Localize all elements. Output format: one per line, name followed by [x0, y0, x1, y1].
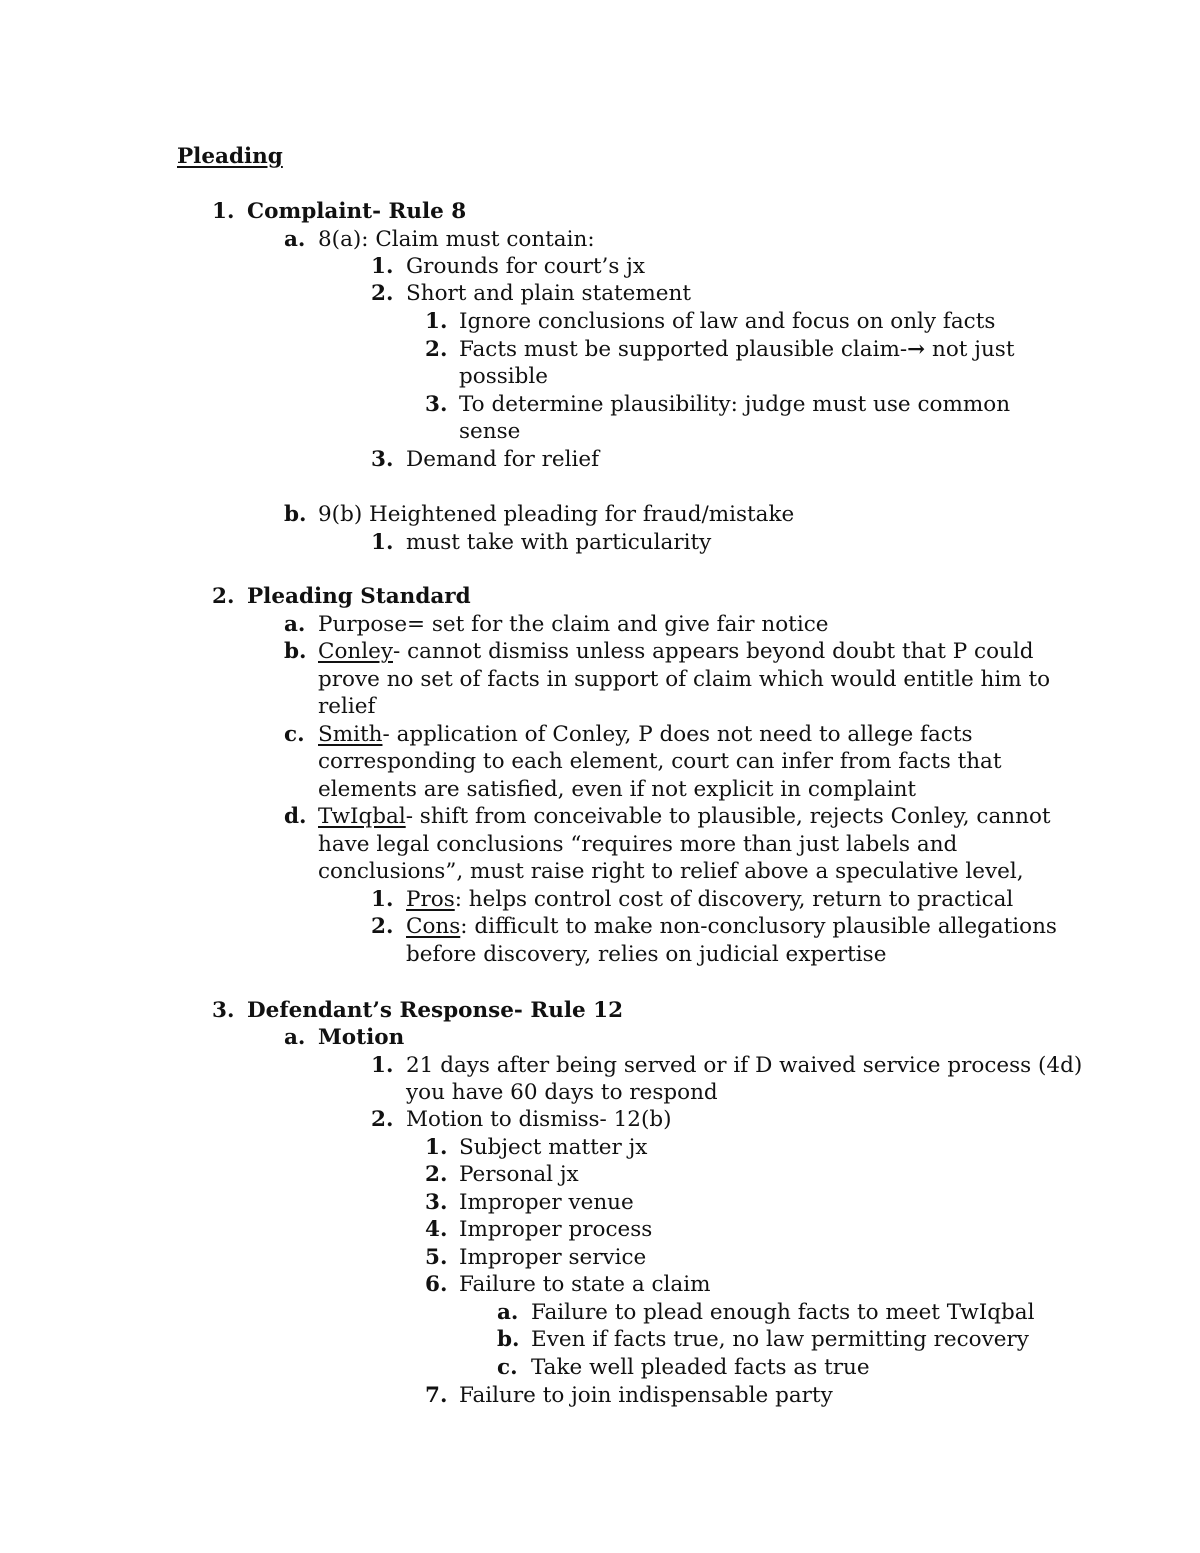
list-item-continuation: have legal conclusions “requires more than just labels and	[318, 832, 958, 857]
list-item: Even if facts true, no law permitting recovery	[531, 1327, 1029, 1352]
list-marker: 1.	[425, 1135, 448, 1160]
list-item-continuation: elements are satisfied, even if not explicit in complaint	[318, 777, 917, 802]
list-marker: 3.	[371, 447, 394, 472]
list-item	[459, 336, 1014, 364]
list-item-continuation: possible	[459, 364, 549, 389]
list-marker: c.	[497, 1355, 518, 1380]
list-item: Failure to join indispensable party	[459, 1383, 833, 1408]
list-item-text: not just	[925, 337, 1015, 362]
list-item-continuation: prove no set of facts in support of claim which would entitle him to	[318, 667, 1051, 692]
subsection-heading: Motion	[318, 1025, 405, 1050]
list-item: Improper process	[459, 1217, 653, 1242]
list-item-continuation: relief	[318, 694, 376, 719]
page-title: Pleading	[177, 144, 283, 169]
list-marker: 1.	[371, 254, 394, 279]
list-item-text: : difficult to make non-conclusory plausible allegations	[460, 914, 1057, 939]
list-marker: a.	[284, 227, 306, 252]
list-item	[318, 638, 1034, 666]
list-item-text: : helps control cost of discovery, return to practical	[454, 887, 1014, 912]
list-marker: b.	[284, 639, 307, 664]
list-marker: 1.	[212, 199, 235, 224]
list-item: Failure to plead enough facts to meet TwIqbal	[531, 1300, 1035, 1325]
list-item: Motion to dismiss- 12(b)	[406, 1107, 672, 1132]
list-item-continuation: corresponding to each element, court can infer from facts that	[318, 749, 1002, 774]
list-item: Personal jx	[459, 1162, 579, 1187]
list-item: 9(b) Heightened pleading for fraud/mistake	[318, 502, 795, 527]
list-item: Improper service	[459, 1245, 647, 1270]
section-heading: Complaint- Rule 8	[247, 199, 467, 224]
list-marker: c.	[284, 722, 305, 747]
list-marker: 2.	[371, 1107, 394, 1132]
list-item: must take with particularity	[406, 530, 712, 555]
list-item: To determine plausibility: judge must use common	[459, 392, 1011, 417]
list-item: Take well pleaded facts as true	[531, 1355, 870, 1380]
list-marker: a.	[284, 1025, 306, 1050]
list-item: Improper venue	[459, 1190, 634, 1215]
list-item-text: Facts must be supported plausible claim-	[459, 337, 908, 362]
section-heading: Defendant’s Response- Rule 12	[247, 998, 624, 1023]
list-marker: a.	[284, 612, 306, 637]
list-marker: 3.	[425, 1190, 448, 1215]
list-marker: 1.	[371, 1053, 394, 1078]
arrow-icon: →	[907, 337, 926, 362]
list-marker: 2.	[212, 584, 235, 609]
list-marker: 2.	[425, 1162, 448, 1187]
list-item	[406, 913, 1057, 941]
list-item: Demand for relief	[406, 447, 600, 472]
list-item: Subject matter jx	[459, 1135, 648, 1160]
item-label: Cons	[406, 914, 461, 939]
list-item	[318, 803, 1051, 831]
list-marker: b.	[284, 502, 307, 527]
section-heading: Pleading Standard	[247, 584, 471, 609]
list-marker: 1.	[371, 887, 394, 912]
list-marker: 6.	[425, 1272, 448, 1297]
item-label: Pros	[406, 887, 455, 912]
list-marker: b.	[497, 1327, 520, 1352]
list-item-continuation: before discovery, relies on judicial expertise	[406, 942, 887, 967]
list-marker: 2.	[425, 337, 448, 362]
list-item: Purpose= set for the claim and give fair notice	[318, 612, 829, 637]
list-item	[406, 886, 1013, 914]
list-marker: 7.	[425, 1383, 448, 1408]
case-name: TwIqbal	[318, 804, 406, 829]
list-marker: a.	[497, 1300, 519, 1325]
list-marker: d.	[284, 804, 307, 829]
list-marker: 3.	[212, 998, 235, 1023]
list-item: Grounds for court’s jx	[406, 254, 645, 279]
list-marker: 2.	[371, 914, 394, 939]
list-marker: 5.	[425, 1245, 448, 1270]
list-item-text: - cannot dismiss unless appears beyond doubt that P could	[393, 639, 1034, 664]
list-item-continuation: sense	[459, 419, 521, 444]
case-name: Conley	[318, 639, 393, 664]
list-marker: 4.	[425, 1217, 448, 1242]
list-item: Ignore conclusions of law and focus on only facts	[459, 309, 996, 334]
list-marker: 3.	[425, 392, 448, 417]
list-item: 8(a): Claim must contain:	[318, 227, 595, 252]
list-item: 21 days after being served or if D waived service process (4d)	[406, 1053, 1083, 1078]
list-item	[318, 721, 973, 749]
list-item-text: - shift from conceivable to plausible, rejects Conley, cannot	[405, 804, 1051, 829]
list-item-continuation: you have 60 days to respond	[406, 1080, 718, 1105]
list-item: Failure to state a claim	[459, 1272, 711, 1297]
list-marker: 2.	[371, 281, 394, 306]
list-item: Short and plain statement	[406, 281, 692, 306]
list-marker: 1.	[425, 309, 448, 334]
list-item-continuation: conclusions”, must raise right to relief above a speculative level,	[318, 859, 1024, 884]
list-item-text: - application of Conley, P does not need to allege facts	[382, 722, 973, 747]
list-marker: 1.	[371, 530, 394, 555]
case-name: Smith	[318, 722, 383, 747]
